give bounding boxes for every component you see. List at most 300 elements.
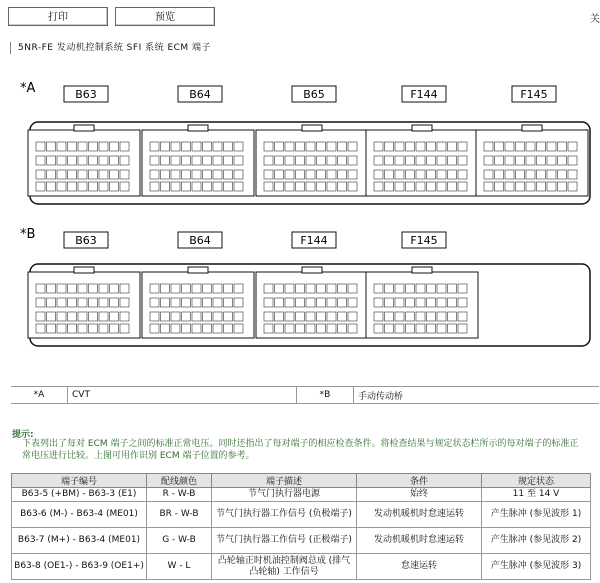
terminal-pin [213,142,222,151]
terminal-pin [47,182,56,191]
terminal-pin [448,284,457,293]
terminal-pin [99,298,108,307]
terminal-pin [47,170,56,179]
terminal-pin [495,170,504,179]
legend-mark: *A [11,387,68,404]
terminal-pin [150,324,159,333]
cell-terminal: B63-5 (+BM) - B63-3 (E1) [12,488,147,502]
terminal-pin [36,182,45,191]
connector-latch [188,267,208,273]
terminal-pin [306,298,315,307]
terminal-pin [47,298,56,307]
hint-line: 下表列出了每对 ECM 端子之间的标准正常电压。同时还指出了每对端子的相应检查条件。将检查结果与规定状态栏所示的每对端子的标准正 [22,439,579,449]
connector-latch [74,125,94,131]
terminal-pin [275,324,284,333]
terminal-pin [78,156,87,165]
terminal-pin [182,312,191,321]
terminal-pin [161,312,170,321]
terminal-pin [406,298,415,307]
terminal-pin [484,182,493,191]
terminal-pin [110,170,119,179]
terminal-pin [505,142,514,151]
terminal-pin [203,156,212,165]
terminal-pin [327,284,336,293]
terminal-pin [68,324,77,333]
terminal-pin [213,324,222,333]
terminal-pin [264,170,273,179]
terminal-pin [416,324,425,333]
terminal-pin [36,324,45,333]
connector-latch [188,125,208,131]
terminal-pin [120,284,129,293]
terminal-pin [99,170,108,179]
terminal-pin [150,312,159,321]
terminal-pin [182,182,191,191]
terminal-pin [264,312,273,321]
cell-terminal: B63-7 (M+) - B63-4 (ME01) [12,528,147,554]
terminal-pin [264,298,273,307]
terminal-pin [306,284,315,293]
terminal-pin [516,142,525,151]
terminal-pin [427,284,436,293]
terminal-pin [327,142,336,151]
terminal-pin [120,298,129,307]
terminal-pin [150,298,159,307]
terminal-pin [275,170,284,179]
terminal-pin [36,312,45,321]
terminal-pin [224,312,233,321]
terminal-pin [547,182,556,191]
terminal-pin [458,182,467,191]
terminal-pin [89,284,98,293]
terminal-pin [161,324,170,333]
terminal-pin [224,324,233,333]
terminal-pin [264,156,273,165]
terminal-pin [505,182,514,191]
cell-description: 节气门执行器工作信号 (负极端子) [212,502,357,528]
terminal-pin [327,182,336,191]
cell-description: 节气门执行器电源 [212,488,357,502]
terminal-pin [182,142,191,151]
legend-mark: *B [297,387,354,404]
hint-line: 常电压进行比较。上图可用作识别 ECM 端子位置的参考。 [22,451,255,461]
terminal-pin [448,312,457,321]
terminal-pin [264,142,273,151]
terminal-pin [416,170,425,179]
terminal-pin [89,324,98,333]
group-b-mark: *B [20,227,36,242]
terminal-pin [458,324,467,333]
table-row [12,488,591,502]
terminal-pin [374,284,383,293]
terminal-pin [275,284,284,293]
terminal-pin [505,170,514,179]
terminal-pin [395,284,404,293]
terminal-pin [57,182,66,191]
terminal-pin [192,312,201,321]
terminal-pin [213,284,222,293]
terminal-pin [547,156,556,165]
terminal-pin [57,324,66,333]
terminal-pin [285,156,294,165]
terminal-pin [213,170,222,179]
terminal-pin [495,182,504,191]
terminal-pin [296,170,305,179]
terminal-pin [99,142,108,151]
terminal-pin [516,182,525,191]
terminal-pin [36,298,45,307]
terminal-pin [47,156,56,165]
cell-condition: 始终 [357,488,482,502]
terminal-pin [327,156,336,165]
terminal-pin [374,156,383,165]
connector-label: B63 [75,234,97,247]
terminal-pin [224,182,233,191]
group-b-connector-blocks [28,267,478,338]
terminal-pin [448,324,457,333]
terminal-pin [203,298,212,307]
terminal-pin [99,156,108,165]
terminal-pin [395,312,404,321]
terminal-pin [458,312,467,321]
terminal-pin [406,156,415,165]
terminal-pin [385,156,394,165]
terminal-pin [68,142,77,151]
terminal-pin [568,142,577,151]
terminal-pin [348,182,357,191]
cell-description: 节气门执行器工作信号 (正极端子) [212,528,357,554]
terminal-pin [78,312,87,321]
terminal-pin [338,312,347,321]
terminal-pin [406,312,415,321]
group-a-connector-blocks [28,125,588,196]
terminal-pin [120,312,129,321]
connector-latch [302,267,322,273]
col-wire-color: 配线颜色 [147,474,212,488]
terminal-pin [327,312,336,321]
group-b-connector-labels [64,232,446,248]
terminal-pin [120,156,129,165]
terminal-pin [78,182,87,191]
terminal-pin [264,324,273,333]
connector-latch [522,125,542,131]
terminal-pin [374,170,383,179]
terminal-pin [36,142,45,151]
terminal-pin [234,312,243,321]
terminal-pin [150,284,159,293]
cell-specified: 产生脉冲 (参见波形 2) [482,528,591,554]
terminal-pin [458,156,467,165]
terminal-pin [203,182,212,191]
terminal-pin [385,298,394,307]
terminal-pin [547,142,556,151]
terminal-pin [68,298,77,307]
terminal-pin [161,142,170,151]
terminal-pin [120,142,129,151]
table-row [12,502,591,528]
connector-label: F145 [520,88,548,101]
terminal-pin [317,142,326,151]
connector-label: B65 [303,88,325,101]
terminal-pin [348,156,357,165]
connector-latch [412,267,432,273]
terminal-pin [317,298,326,307]
terminal-pin [348,312,357,321]
col-condition: 条件 [357,474,482,488]
terminal-pin [526,142,535,151]
terminal-pin [182,284,191,293]
terminal-pin [203,324,212,333]
connector-latch [74,267,94,273]
terminal-pin [458,298,467,307]
terminal-pin [150,182,159,191]
terminal-pin [395,298,404,307]
close-link[interactable]: 关 [590,14,600,25]
terminal-pin [437,182,446,191]
terminal-pin [203,142,212,151]
terminal-pin [338,284,347,293]
terminal-pin [213,298,222,307]
terminal-pin [306,170,315,179]
terminal-pin [182,156,191,165]
cell-terminal: B63-6 (M-) - B63-4 (ME01) [12,502,147,528]
terminal-pin [458,142,467,151]
terminal-pin [348,324,357,333]
terminal-pin [296,182,305,191]
terminal-pin [192,156,201,165]
terminal-pin [526,182,535,191]
terminal-pin [285,182,294,191]
terminal-pin [234,170,243,179]
terminal-pin [57,284,66,293]
spec-table [11,473,591,580]
terminal-pin [558,142,567,151]
terminal-pin [537,142,546,151]
terminal-pin [68,156,77,165]
terminal-pin [395,170,404,179]
terminal-pin [448,156,457,165]
cell-wire-color: R - W-B [147,488,212,502]
terminal-pin [171,156,180,165]
cell-wire-color: G - W-B [147,528,212,554]
terminal-pin [203,170,212,179]
terminal-pin [416,156,425,165]
terminal-pin [110,284,119,293]
terminal-pin [47,324,56,333]
terminal-pin [99,182,108,191]
cell-terminal: B63-8 (OE1-) - B63-9 (OE1+) [12,554,147,580]
terminal-pin [385,170,394,179]
terminal-pin [406,182,415,191]
terminal-pin [427,312,436,321]
terminal-pin [182,298,191,307]
cell-condition: 发动机暖机时怠速运转 [357,528,482,554]
terminal-pin [374,312,383,321]
terminal-pin [57,142,66,151]
terminal-pin [171,324,180,333]
terminal-pin [374,182,383,191]
terminal-pin [275,142,284,151]
terminal-pin [89,170,98,179]
terminal-pin [427,298,436,307]
terminal-pin [317,324,326,333]
col-specified: 规定状态 [482,474,591,488]
connector-label: F144 [410,88,438,101]
hint-title: 提示: [12,430,34,440]
toolbar [0,0,600,34]
terminal-pin [437,142,446,151]
terminal-pin [296,284,305,293]
terminal-pin [234,156,243,165]
terminal-pin [495,142,504,151]
terminal-pin [427,182,436,191]
terminal-pin [192,170,201,179]
terminal-pin [89,182,98,191]
terminal-pin [203,312,212,321]
terminal-pin [568,170,577,179]
terminal-pin [385,284,394,293]
table-row [12,528,591,554]
col-terminal: 端子编号 [12,474,147,488]
terminal-pin [161,298,170,307]
terminal-pin [338,324,347,333]
terminal-pin [547,170,556,179]
group-a-mark: *A [20,81,36,96]
col-description: 端子描述 [212,474,357,488]
terminal-pin [171,170,180,179]
terminal-pin [89,156,98,165]
terminal-pin [416,298,425,307]
terminal-pin [385,312,394,321]
terminal-pin [448,182,457,191]
terminal-pin [89,142,98,151]
terminal-pin [568,182,577,191]
terminal-pin [568,156,577,165]
connector-label: B63 [75,88,97,101]
terminal-pin [57,156,66,165]
group-a-connector-labels [64,86,556,102]
terminal-pin [99,284,108,293]
terminal-pin [395,156,404,165]
terminal-pin [437,284,446,293]
terminal-pin [338,182,347,191]
terminal-pin [47,312,56,321]
legend-text: 手动传动桥 [354,387,600,404]
terminal-pin [78,170,87,179]
cell-condition: 发动机暖机时怠速运转 [357,502,482,528]
table-row [12,554,591,580]
terminal-pin [516,170,525,179]
connector-label: B64 [189,88,211,101]
cell-wire-color: W - L [147,554,212,580]
terminal-pin [458,284,467,293]
terminal-pin [306,142,315,151]
terminal-pin [224,170,233,179]
terminal-pin [374,298,383,307]
terminal-pin [537,182,546,191]
terminal-pin [120,170,129,179]
terminal-pin [437,170,446,179]
terminal-pin [192,298,201,307]
cell-specified: 产生脉冲 (参见波形 1) [482,502,591,528]
terminal-pin [224,298,233,307]
terminal-pin [317,312,326,321]
terminal-pin [558,156,567,165]
terminal-pin [150,156,159,165]
terminal-pin [203,284,212,293]
connector-label: B64 [189,234,211,247]
terminal-pin [161,156,170,165]
terminal-pin [448,142,457,151]
legend-text: CVT [68,387,297,404]
terminal-pin [99,324,108,333]
terminal-pin [505,156,514,165]
spec-header-row [12,474,591,488]
terminal-pin [427,156,436,165]
terminal-pin [406,324,415,333]
terminal-pin [437,156,446,165]
terminal-pin [150,142,159,151]
terminal-pin [120,182,129,191]
terminal-pin [317,170,326,179]
terminal-pin [296,312,305,321]
terminal-pin [275,182,284,191]
print-button[interactable]: 打印 [8,7,108,26]
terminal-pin [161,182,170,191]
cell-condition: 怠速运转 [357,554,482,580]
terminal-pin [406,170,415,179]
cell-specified: 产生脉冲 (参见波形 3) [482,554,591,580]
terminal-pin [406,284,415,293]
terminal-pin [234,324,243,333]
terminal-pin [110,324,119,333]
legend-row [11,387,599,404]
terminal-pin [213,182,222,191]
terminal-pin [437,324,446,333]
terminal-pin [161,170,170,179]
terminal-pin [78,324,87,333]
terminal-pin [89,298,98,307]
terminal-pin [448,170,457,179]
terminal-pin [348,170,357,179]
terminal-pin [448,298,457,307]
terminal-pin [395,182,404,191]
terminal-pin [224,142,233,151]
terminal-pin [89,312,98,321]
terminal-pin [385,182,394,191]
terminal-pin [348,298,357,307]
terminal-pin [36,284,45,293]
terminal-pin [395,324,404,333]
terminal-pin [427,324,436,333]
terminal-pin [427,170,436,179]
terminal-pin [275,156,284,165]
terminal-pin [338,170,347,179]
terminal-pin [327,324,336,333]
terminal-pin [171,182,180,191]
terminal-pin [110,182,119,191]
terminal-pin [68,312,77,321]
terminal-pin [57,170,66,179]
preview-button[interactable]: 预览 [115,7,215,26]
terminal-pin [484,170,493,179]
terminal-pin [78,142,87,151]
terminal-pin [234,284,243,293]
terminal-pin [327,170,336,179]
terminal-pin [171,298,180,307]
terminal-pin [234,182,243,191]
terminal-pin [234,298,243,307]
